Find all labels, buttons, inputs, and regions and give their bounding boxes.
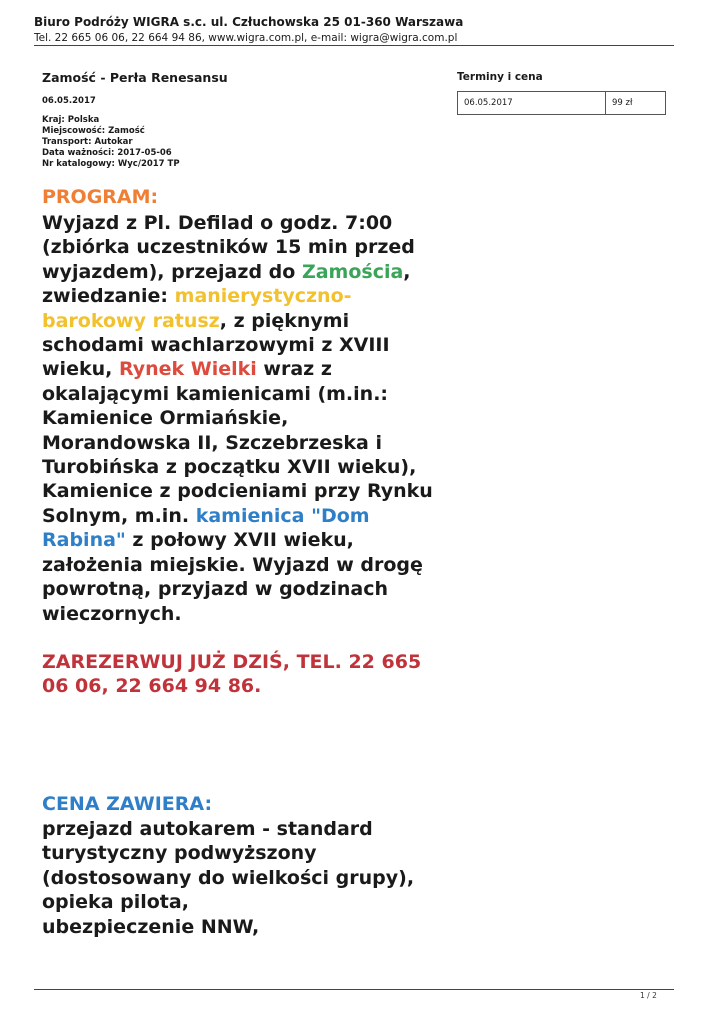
- company-line: Biuro Podróży WIGRA s.c. ul. Człuchowska 25 01-360 Warszawa: [34, 15, 464, 29]
- highlight-ratusz: manierystyczno-barokowy ratusz: [42, 285, 352, 332]
- highlight-dom-rabina: kamienica "Dom Rabina": [42, 504, 370, 552]
- program-text-part: Wyjazd z Pl. Defilad o godz. 7:00 (zbiórka uczestników 15 min przed wyjazdem), przejazd do: [42, 212, 415, 283]
- trip-meta: [42, 115, 442, 170]
- program-text-part: , zwiedzanie:: [42, 260, 411, 308]
- list-item: przejazd autokarem - standard turystyczny podwyższony (dostosowany do wielkości grupy),: [42, 818, 415, 889]
- program-heading: PROGRAM:: [42, 186, 159, 208]
- term-price: 99 zł: [606, 92, 666, 115]
- term-date: 06.05.2017: [458, 92, 606, 115]
- terms-heading: Terminy i cena: [457, 71, 543, 83]
- reservation-call: ZAREZERWUJ JUŻ DZIŚ, TEL. 22 665 06 06, 22 664 94 86.: [42, 651, 422, 698]
- list-item: ubezpieczenie NNW,: [42, 915, 260, 938]
- document-header: [34, 15, 674, 45]
- trip-info: [42, 70, 442, 170]
- includes-heading: CENA ZAWIERA:: [42, 793, 213, 815]
- highlight-rynek: Rynek Wielki: [118, 358, 257, 381]
- table-row: [458, 92, 666, 115]
- list-item: opieka pilota,: [42, 891, 189, 914]
- program-text-part: wraz z okalającymi kamienicami (m.in.: Kamienice Ormiańskie, Morandowska II, Szczebrzeska i Turobińska z początku XVII wieku), Kamienice z podcieniami przy Rynku Solnym, m.in.: [42, 358, 433, 527]
- trip-title: Zamość - Perła Renesansu: [42, 70, 228, 85]
- meta-transport: Transport: Autokar: [42, 137, 133, 147]
- meta-catalog-number: Nr katalogowy: Wyc/2017 TP: [42, 159, 180, 169]
- header-divider: [34, 45, 674, 46]
- terms-table: [457, 91, 666, 115]
- trip-date: 06.05.2017: [42, 96, 96, 106]
- meta-city: Miejscowość: Zamość: [42, 126, 145, 136]
- page-number: 1 / 2: [640, 991, 657, 1000]
- program-text-part: , z pięknymi schodami wachlarzowymi z XVIII wieku,: [42, 309, 390, 381]
- meta-validity: Data ważności: 2017-05-06: [42, 148, 172, 158]
- footer-divider: [34, 989, 674, 990]
- highlight-zamosc: Zamościa: [301, 260, 404, 283]
- program-text-part: z połowy XVII wieku, założenia miejskie. Wyjazd w drogę powrotną, przyjazd w godzinach wieczornych.: [42, 529, 423, 625]
- contact-line: Tel. 22 665 06 06, 22 664 94 86, www.wigra.com.pl, e-mail: wigra@wigra.com.pl: [34, 32, 458, 44]
- program-description: [42, 211, 442, 626]
- meta-country: Kraj: Polska: [42, 115, 100, 125]
- includes-list: [42, 817, 462, 939]
